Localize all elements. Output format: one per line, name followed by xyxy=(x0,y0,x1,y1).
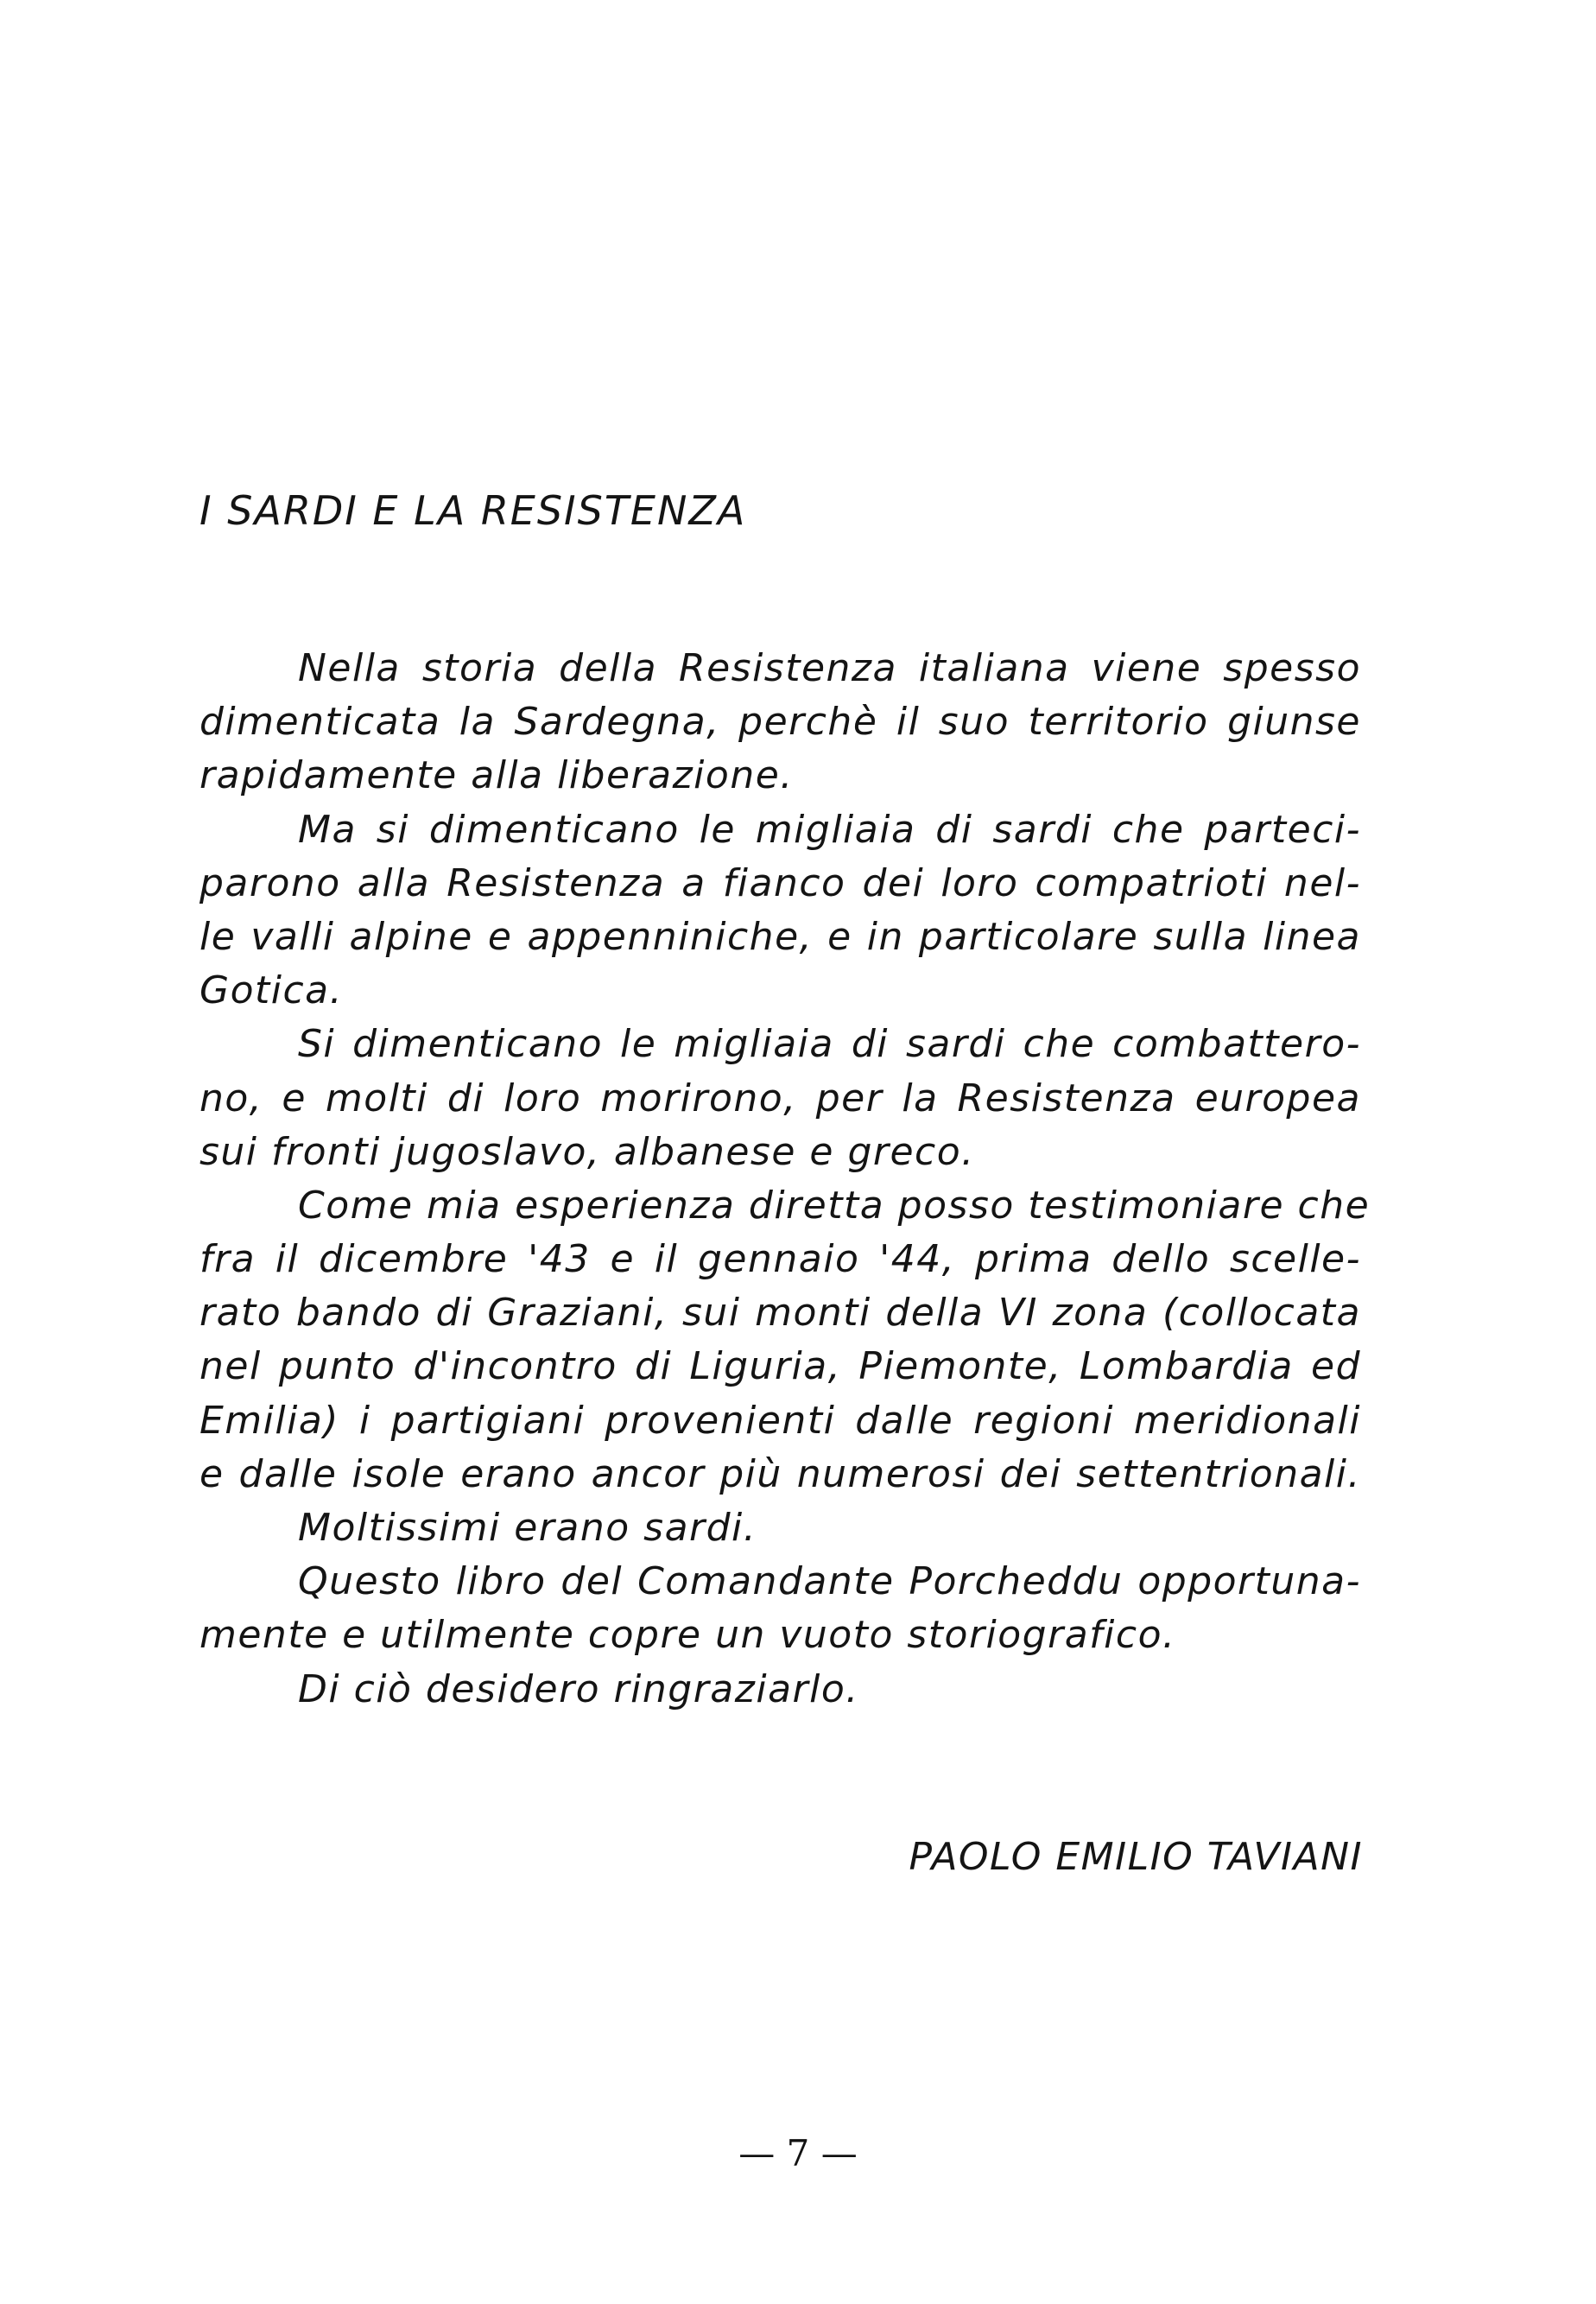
text-line: rato bando di Graziani, sui monti della VI zona (collocata xyxy=(200,1291,1361,1336)
text-line: Si dimenticano le migliaia di sardi che combattero- xyxy=(298,1022,1361,1067)
author-signature: PAOLO EMILIO TAVIANI xyxy=(909,1835,1363,1879)
text-line: e dalle isole erano ancor più numerosi dei settentrionali. xyxy=(200,1451,1361,1496)
text-line: sui fronti jugoslavo, albanese e greco. xyxy=(200,1129,975,1174)
text-line: Ma si dimenticano le migliaia di sardi che parteci- xyxy=(298,807,1361,852)
text-line: Nella storia della Resistenza italiana viene spesso xyxy=(298,646,1361,690)
body-text xyxy=(200,642,1371,1717)
text-line: parono alla Resistenza a fianco dei loro compatrioti nel- xyxy=(200,860,1361,905)
text-line: rapidamente alla liberazione. xyxy=(200,753,794,798)
page-title: I SARDI E LA RESISTENZA xyxy=(200,487,747,534)
text-line: dimenticata la Sardegna, perchè il suo territorio giunse xyxy=(200,700,1361,745)
text-line: Emilia) i partigiani provenienti dalle regioni meridionali xyxy=(200,1398,1361,1443)
text-line: Gotica. xyxy=(200,968,344,1013)
text-line: no, e molti di loro morirono, per la Resistenza europea xyxy=(200,1076,1361,1120)
text-line: Come mia esperienza diretta posso testimoniare che xyxy=(298,1183,1371,1228)
page-number: — 7 — xyxy=(738,2132,858,2174)
text-line: le valli alpine e appenniniche, e in particolare sulla linea xyxy=(200,914,1361,959)
text-line: nel punto d'incontro di Liguria, Piemonte, Lombardia ed xyxy=(200,1344,1361,1389)
text-line: Questo libro del Comandante Porcheddu opportuna- xyxy=(298,1559,1361,1604)
text-line: Di ciò desidero ringraziarlo. xyxy=(298,1666,859,1711)
text-line: Moltissimi erano sardi. xyxy=(298,1506,757,1550)
text-line: mente e utilmente copre un vuoto storiografico. xyxy=(200,1613,1176,1658)
text-line: fra il dicembre '43 e il gennaio '44, prima dello scelle- xyxy=(200,1237,1361,1282)
